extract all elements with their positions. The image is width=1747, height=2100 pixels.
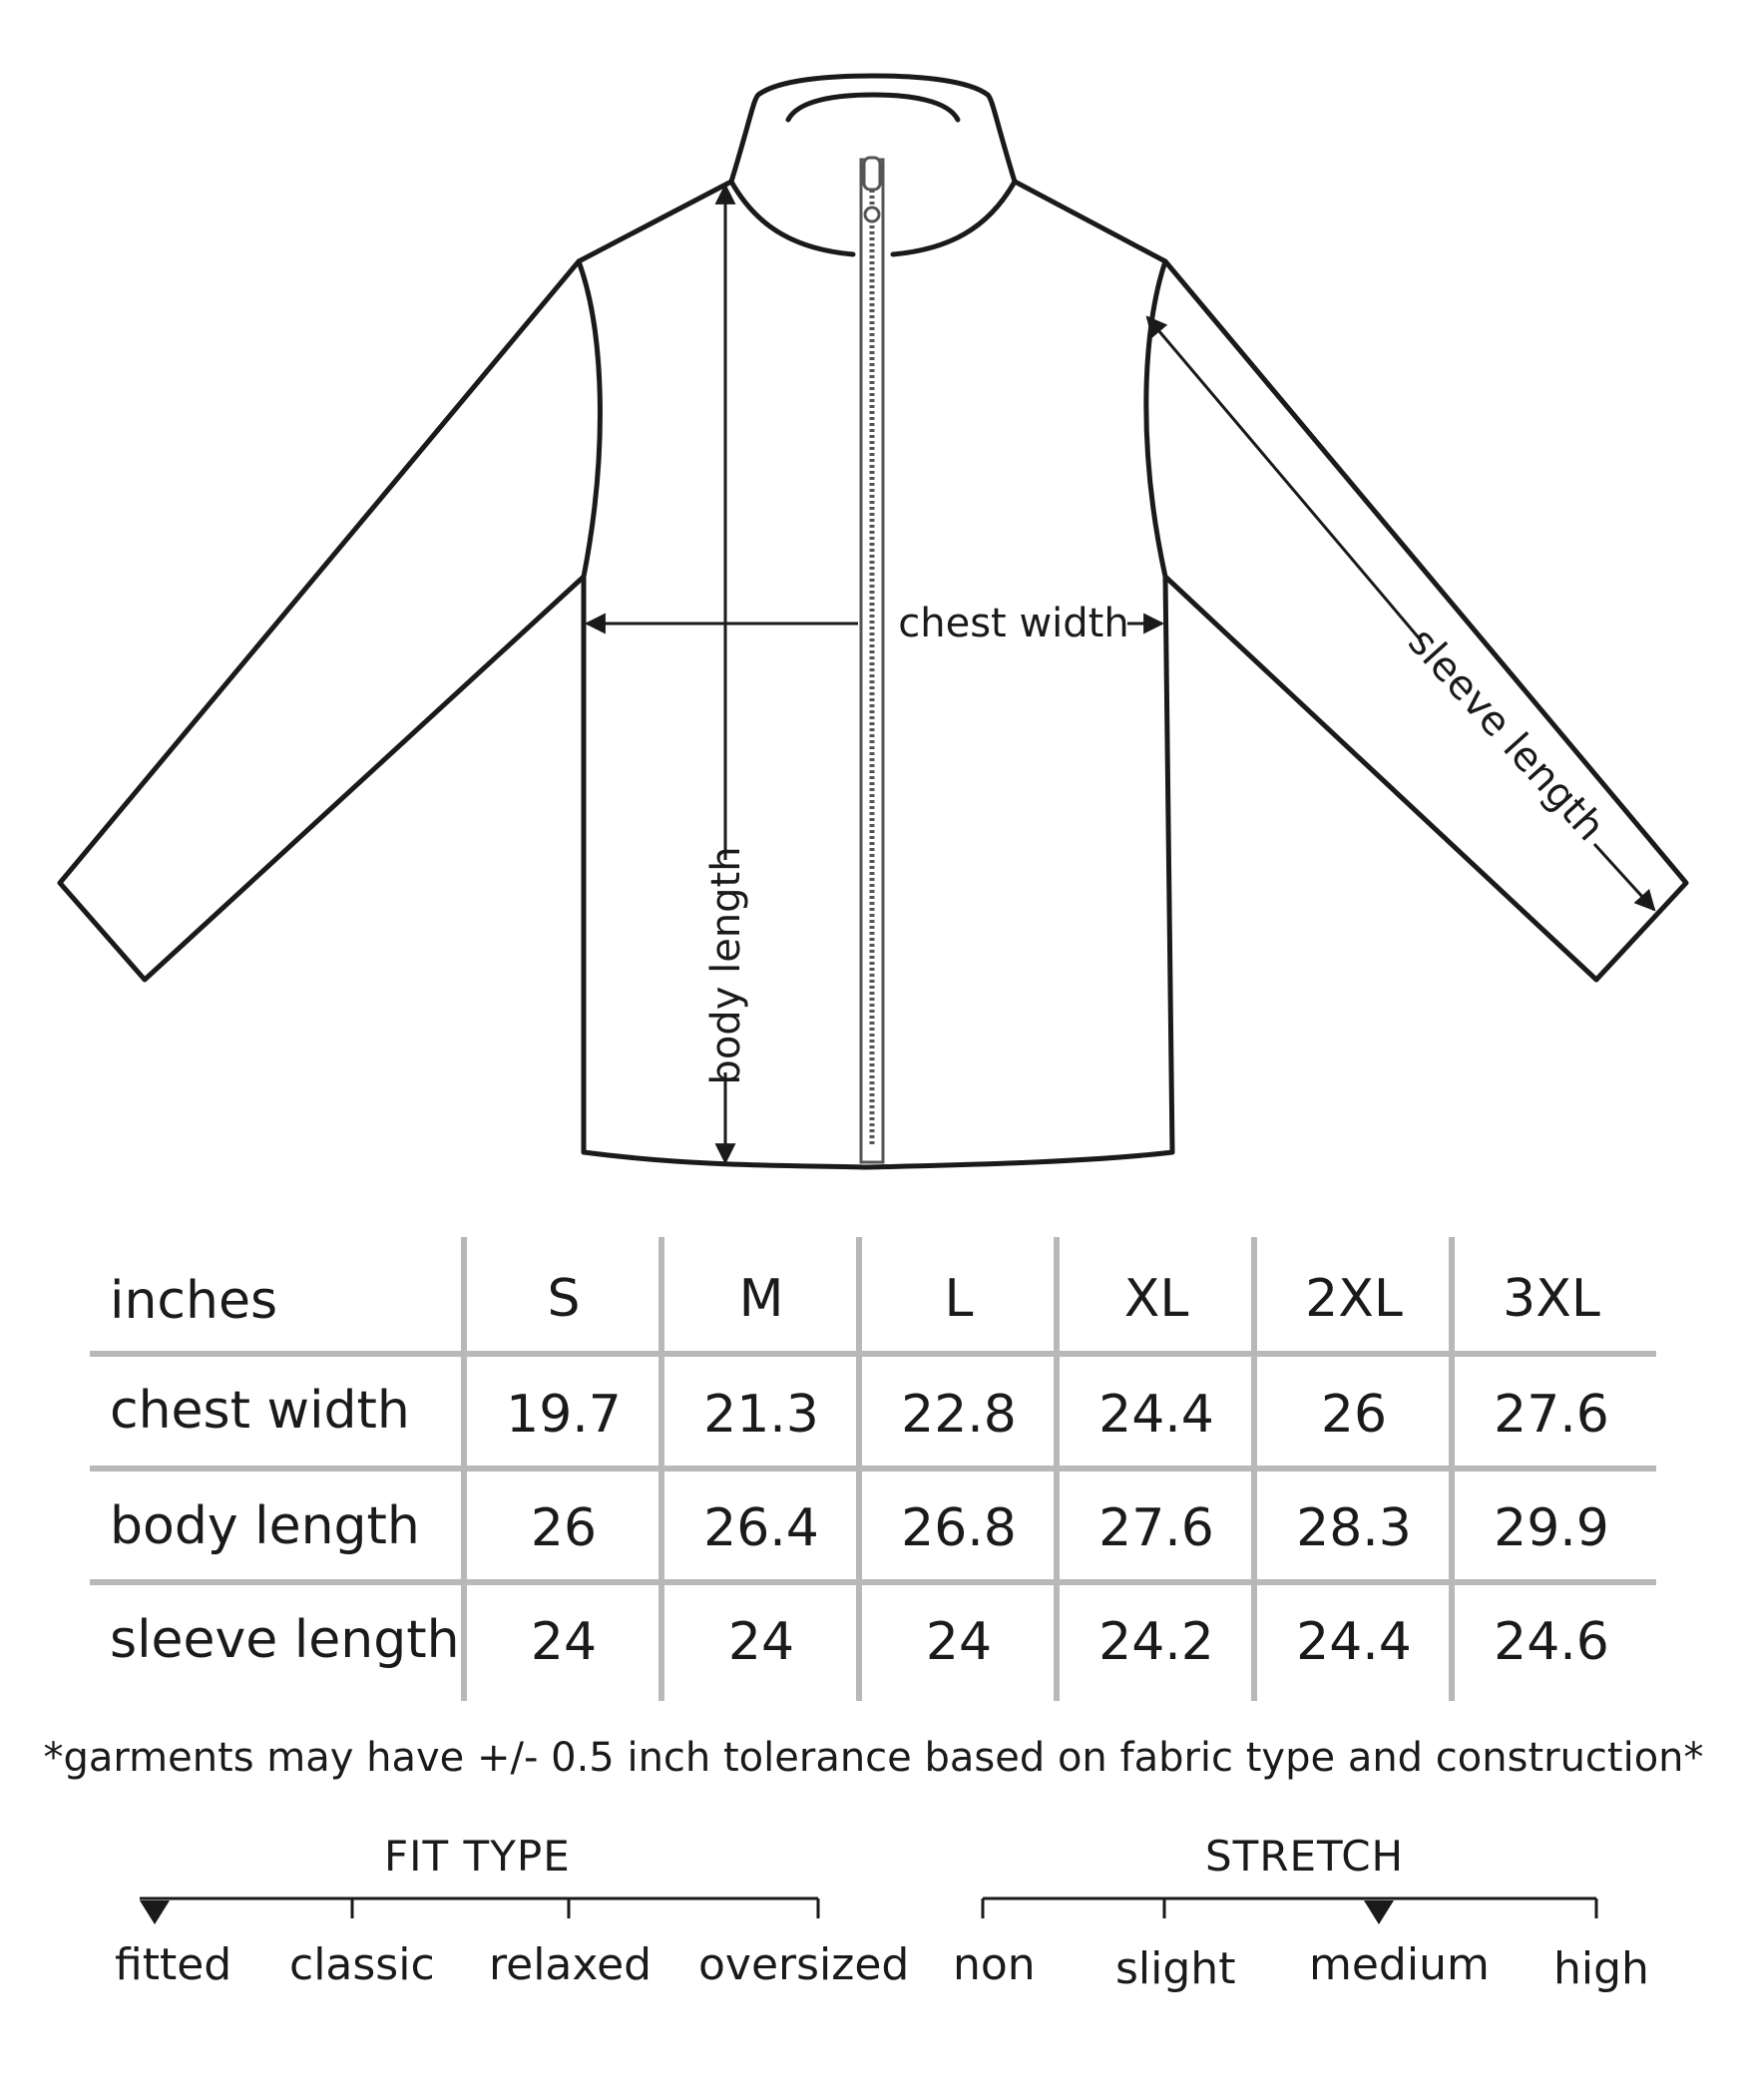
stretch-option-non: non (953, 1939, 1036, 1990)
sleeve-length-arrow-bottom (1594, 844, 1654, 910)
fit-option-fitted: fitted (115, 1939, 232, 1990)
table-cell: 24 (530, 1612, 598, 1672)
fit-type-selected-marker (140, 1900, 170, 1924)
table-divider (90, 1351, 1656, 1357)
table-cell: 27.6 (1098, 1498, 1214, 1558)
size-table (90, 1237, 1656, 1701)
right-armhole-seam (1146, 261, 1165, 577)
table-cell: 26 (1320, 1385, 1388, 1445)
row-label: sleeve length (110, 1610, 460, 1670)
stretch-axis (983, 1890, 1601, 1930)
size-header-s: S (547, 1269, 581, 1329)
sleeve-length-label: sleeve length (1399, 619, 1613, 850)
table-cell: 24.4 (1098, 1385, 1214, 1445)
table-cell: 19.7 (506, 1385, 622, 1445)
table-cell: 27.6 (1494, 1385, 1609, 1445)
fit-option-classic: classic (289, 1939, 435, 1990)
table-cell: 26 (530, 1498, 598, 1558)
body-length-label: body length (703, 846, 749, 1085)
tolerance-note: *garments may have +/- 0.5 inch tolerance based on fabric type and construction* (43, 1735, 1704, 1781)
table-cell: 24.6 (1494, 1612, 1609, 1672)
fit-type-axis (140, 1890, 828, 1930)
stretch-selected-marker (1364, 1900, 1394, 1924)
fit-option-relaxed: relaxed (489, 1939, 653, 1990)
collar-inner-line (788, 95, 958, 120)
row-label: body length (110, 1496, 420, 1556)
zipper (861, 158, 883, 1162)
stretch-title: STRETCH (1205, 1832, 1405, 1881)
stretch-option-slight: slight (1115, 1943, 1236, 1994)
size-header-m: M (738, 1269, 784, 1329)
stretch-option-medium: medium (1309, 1939, 1490, 1990)
neck-seam-right (893, 182, 1015, 254)
table-divider (90, 1579, 1656, 1585)
chest-width-label: chest width (898, 601, 1129, 646)
row-label: chest width (110, 1381, 410, 1441)
table-cell: 26.8 (901, 1498, 1017, 1558)
size-header-3xl: 3XL (1503, 1269, 1600, 1329)
unit-header: inches (110, 1271, 278, 1331)
table-cell: 24.2 (1098, 1612, 1214, 1672)
table-cell: 24 (727, 1612, 795, 1672)
table-cell: 24.4 (1296, 1612, 1412, 1672)
table-cell: 21.3 (703, 1385, 819, 1445)
table-divider (90, 1466, 1656, 1471)
fit-type-title: FIT TYPE (384, 1832, 571, 1881)
table-cell: 22.8 (901, 1385, 1017, 1445)
fit-option-oversized: oversized (698, 1939, 910, 1990)
size-header-xl: XL (1123, 1269, 1189, 1329)
table-cell: 29.9 (1494, 1498, 1609, 1558)
size-header-l: L (944, 1269, 974, 1329)
size-header-2xl: 2XL (1305, 1269, 1403, 1329)
table-cell: 28.3 (1296, 1498, 1412, 1558)
neck-seam (731, 182, 853, 254)
table-cell: 24 (925, 1612, 993, 1672)
table-cell: 26.4 (703, 1498, 819, 1558)
stretch-option-high: high (1553, 1943, 1649, 1994)
sleeve-length-arrow-top (1147, 317, 1422, 641)
left-armhole-seam (579, 261, 600, 577)
